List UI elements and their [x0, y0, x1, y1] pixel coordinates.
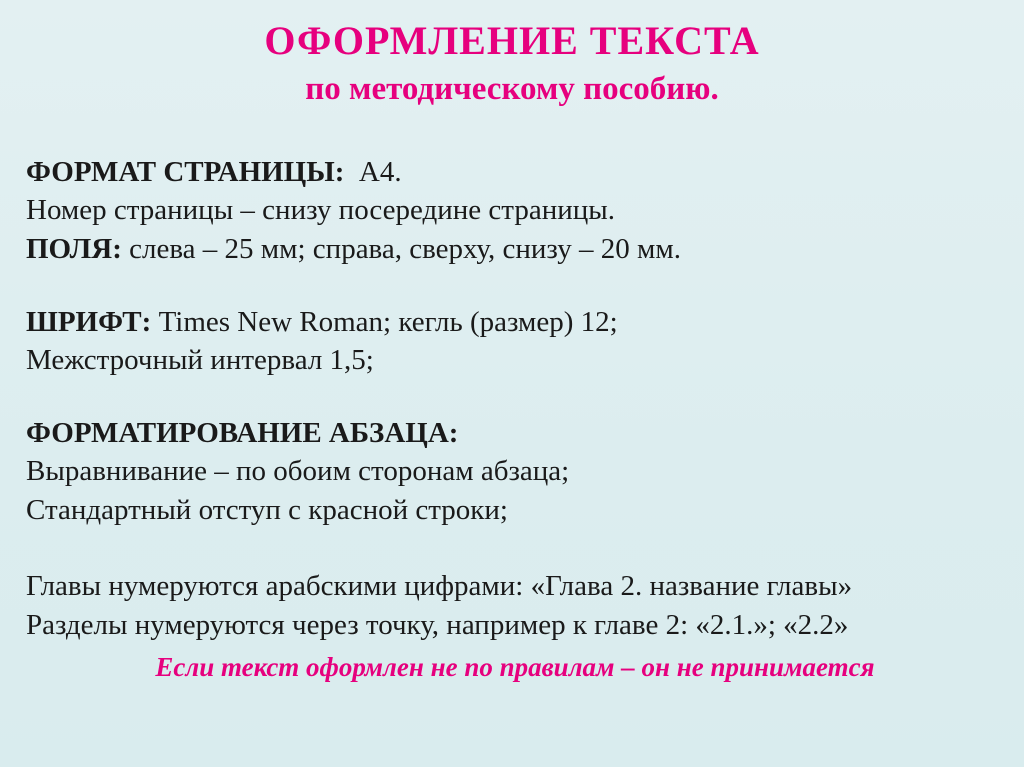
text-line [26, 491, 1004, 530]
page-subtitle: по методическому пособию. [305, 71, 719, 107]
line-text: Times New Roman; кегль (размер) 12; [151, 305, 618, 338]
text-line [26, 303, 1004, 342]
warning-text: Если текст оформлен не по правилам – он не принимается [155, 651, 875, 682]
line-text: Главы нумеруются арабскими цифрами: «Глава 2. название главы» [26, 570, 853, 603]
text-line [26, 452, 1004, 491]
text-line [26, 230, 1004, 269]
line-bold-label: ШРИФТ: [26, 305, 152, 338]
body-block [0, 153, 1024, 683]
text-line [26, 341, 1004, 380]
text-line [26, 414, 1004, 453]
text-line [26, 153, 1004, 192]
line-bold-label: ПОЛЯ: [26, 233, 122, 266]
section-gap [26, 380, 1004, 414]
line-bold-label: ФОРМАТ СТРАНИЦЫ: [26, 155, 345, 188]
line-text: Разделы нумеруются через точку, например к главе 2: «2.1.»; «2.2» [26, 608, 849, 641]
line-text: Номер страницы – снизу посередине страницы. [26, 194, 615, 227]
title-block [0, 0, 1024, 111]
line-text: слева – 25 мм; справа, сверху, снизу – 20 мм. [121, 233, 681, 266]
line-text: Выравнивание – по обоим сторонам абзаца; [26, 455, 570, 488]
line-text: Межстрочный интервал 1,5; [26, 344, 374, 377]
section-gap [26, 529, 1004, 567]
line-text: Стандартный отступ с красной строки; [26, 493, 508, 526]
page-title: ОФОРМЛЕНИЕ ТЕКСТА [264, 18, 760, 63]
text-line [26, 567, 1004, 606]
line-text: A4. [344, 155, 402, 188]
text-line [26, 606, 1004, 645]
text-line [26, 191, 1004, 230]
section-gap [26, 269, 1004, 303]
line-bold-label: ФОРМАТИРОВАНИЕ АБЗАЦА: [26, 416, 459, 449]
